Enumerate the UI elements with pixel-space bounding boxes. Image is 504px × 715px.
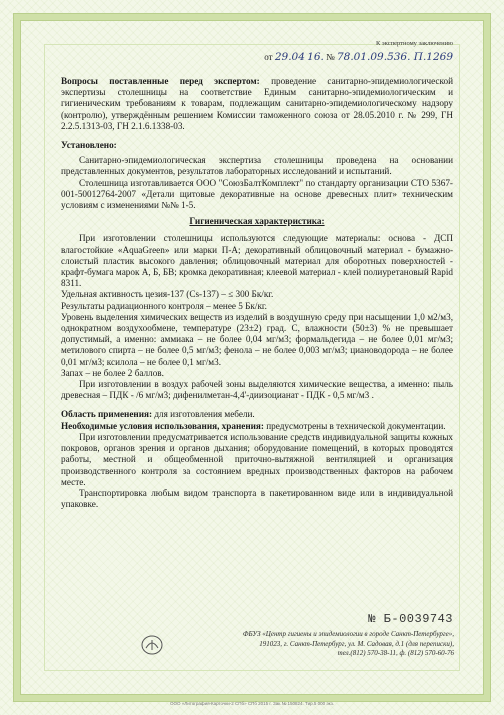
hygiene-para4: Уровень выделения химических веществ из изделий в воздушную среду при насыщении 1,0 м2/м3, однократном воздухообмене, температуре (23±2) град. С, влажности (50±3) % не превышает допустимый, а именно: аммиака – не более 0,04 мг/м3; формальдегида – не более 0,01 мг/м3; метилового спирта – не более 0,5 мг/м3; фенола – не более 0,003 мг/м3; циановодорода – не более 0,01 мг/м3; ксилола – не более 0,1 мг/м3. — [61, 311, 453, 367]
application-label: Область применения: — [61, 409, 153, 420]
established-para1: Санитарно-эпидемиологическая экспертиза столешницы проведена на основании представленных документов, результатов лабораторных исследований и испытаний. — [61, 155, 453, 177]
ref-prefix: от — [264, 52, 273, 62]
spacer — [61, 68, 453, 76]
application-paragraph — [61, 409, 453, 420]
hygiene-para5: Запах – не более 2 баллов. — [61, 367, 164, 378]
conditions-text: предусмотрены в технической документации. — [266, 420, 446, 431]
hygiene-para6: При изготовлении в воздух рабочей зоны выделяются химические вещества, а именно: пыль древесная – ПДК - /6 мг/м3; дифенилметан-4,4'-диизоцианат - ПДК - 0,5 мг/м3 . — [61, 379, 453, 401]
questions-text: проведение санитарно-эпидемиологической экспертизы столешницы на соответствие Единым санитарно-эпидемиологическим и гигиеническим требованиям к товарам, подлежащим санитарно-эпидемиологическому надзору (контролю), утверждённым решением Комиссии таможенного союза от 28.05.2010 г. № 299, ГН 2.2.5.1313-03, ГН 2.1.6.1338-03. — [61, 76, 453, 131]
application-text: для изготовления мебели. — [154, 409, 255, 420]
conditions-label: Необходимые условия использования, хранения: — [61, 420, 264, 431]
spacer — [61, 132, 453, 140]
ref-number: 78.01.09.536. П.1269 — [336, 51, 453, 63]
conditions-para1: При изготовлении предусматривается использование средств индивидуальной защиты кожных покровов, органов зрения и органов дыхания; оборудование помещений, в которых проводятся работы, местной и общеобменной приточно-вытяжной вентиляцией и организация производственного контроля за состоянием вредных производственных факторов на рабочем месте. — [61, 431, 453, 487]
appendix-label: К экспертному заключению — [375, 40, 453, 47]
reference-line — [61, 52, 453, 68]
ref-year: 16. — [307, 51, 324, 63]
hygiene-para2: Удельная активность цезия-137 (Cs-137) – ≤ 300 Бк/кг. — [61, 289, 274, 300]
conditions-paragraph — [61, 421, 453, 432]
serial-number: № Б-0039743 — [368, 612, 453, 626]
conditions-para2: Транспортировка любым видом транспорта в пакетированном виде или в индивидуальной упаковке. — [61, 487, 453, 510]
issuer-line1: ФБУЗ «Центр гигиены и эпидемиологии в городе Санкт-Петербурге», — [242, 630, 454, 638]
print-footer: ООО «Литография-Карточки-2 СПб» СПб 2015 г. Зак.№ 150824. Тир.5 000 экз. — [169, 701, 335, 706]
questions-label: Вопросы поставленные перед экспертом: — [61, 76, 260, 86]
hygiene-para1: При изготовлении столешницы используются следующие материалы: основа - ДСП влагостойкие «AquaGreen» или марки П-А; декоративный облицовочный материал - бумажно-слоистый пластик высокого давления; облицовочный материал для оборотных поверхностей - крафт-бумага марок А, Б, БВ; кромка декоративная; клеевой материал - клей полиуретановый Rapid 8311. — [61, 233, 453, 289]
questions-paragraph — [61, 76, 453, 132]
ref-number-prefix: № — [326, 52, 335, 62]
established-para2: Столешница изготавливается ООО "СоюзБалтКомплект" по стандарту организации СТО 5367-001-50012764-2007 «Детали щитовые декоративные на основе древесных плит» техническим условиям с изменениями №№ 1-5. — [61, 177, 453, 211]
ref-day: 29.04 — [274, 51, 305, 63]
document-body — [61, 40, 453, 510]
hygiene-title: Гигиеническая характеристика: — [189, 216, 325, 227]
issuer-line2: 191023, г. Санкт-Петербург, ул. М. Садовая, д.1 (для переписки), — [259, 639, 454, 648]
spacer — [61, 401, 453, 409]
hygiene-para3: Результаты радиационного контроля – менее 5 Бк/кг. — [61, 300, 267, 311]
issuer-line3: тел.(812) 570-38-11, ф. (812) 570-60-76 — [337, 649, 454, 657]
established-label: Установлено: — [61, 140, 117, 151]
issuer-block — [160, 630, 454, 659]
